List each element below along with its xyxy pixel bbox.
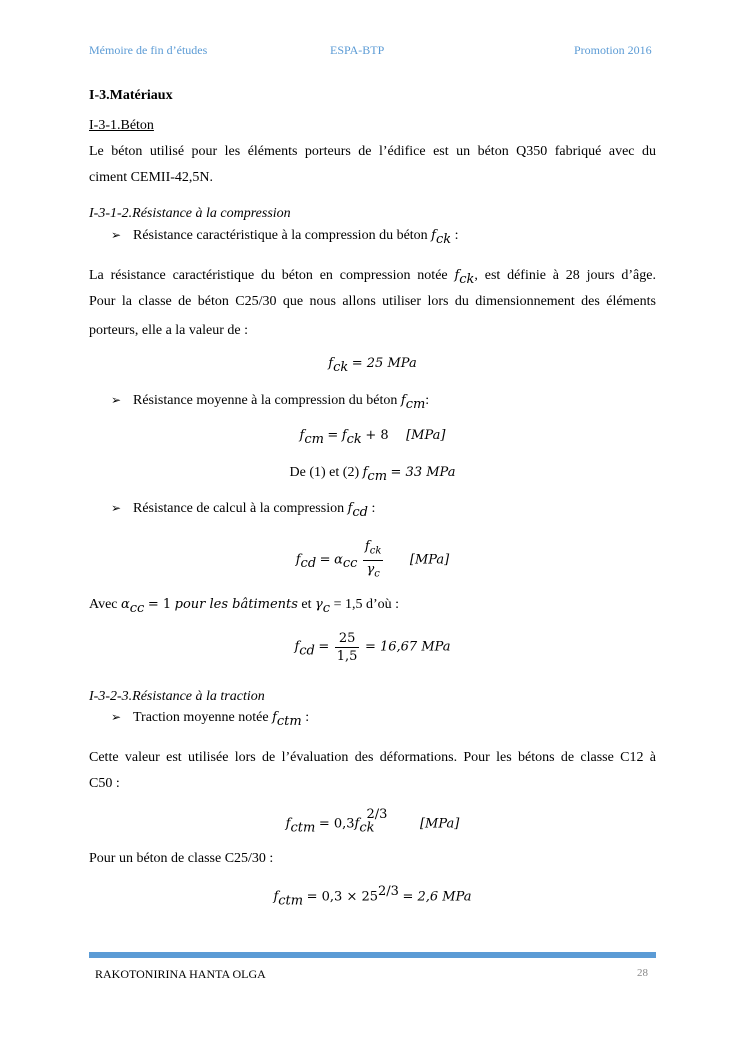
equation-fcd: $f_{cd} = \alpha_{cc}$ $\frac{f_{ck}}{\gamma_c}$ [MPa] (295, 539, 450, 580)
traction-para-line2: C50 : (89, 776, 120, 791)
header-center: ESPA-BTP (330, 43, 385, 57)
paragraph-characteristic-line3: porteurs, elle a la valeur de : (89, 323, 248, 338)
footer-author: RAKOTONIRINA HANTA OLGA (95, 967, 266, 981)
avec-mid: = 1 (147, 597, 172, 612)
equation-fcm-value: De (1) et (2) $f_{cm} = 33$ MPa (289, 465, 456, 484)
bullet-mean: ➢ Résistance moyenne à la compression du béton $f_{cm}$: (111, 393, 430, 412)
intro-line-2: ciment CEMII-42,5N. (89, 170, 214, 185)
equation-fctm-value: $f_{ctm} = 0,3 \times 25^{2/3} = 2,6$ MPa (273, 884, 472, 909)
para-text-end: , est définie à 28 jours d’âge. (474, 268, 656, 283)
header-left: Mémoire de fin d’études (89, 43, 208, 57)
avec-line: Avec $\alpha_{cc} = 1$ pour les bâtiments et $\gamma_c = 1,5$ d’où : (89, 597, 400, 616)
eq7-rhs: = 2,6 MPa (402, 889, 472, 905)
arrow-bullet-icon: ➢ (111, 228, 122, 242)
bullet-characteristic: ➢ Résistance caractéristique à la compression du béton $f_{ck}$ : (111, 228, 459, 247)
eq2-rhs: + 8 (365, 428, 389, 443)
eq6-exp: 2/3 (366, 807, 388, 822)
equation-fctm: $f_{ctm} = 0,3f_{ck}^{2/3}$ [MPa] (285, 807, 460, 836)
bullet-text: Résistance caractéristique à la compression du béton (133, 228, 428, 243)
eq6-unit: [MPa] (419, 816, 460, 832)
para-text: La résistance caractéristique du béton en compression notée (89, 268, 448, 283)
eq7-exp: 2/3 (378, 884, 399, 899)
compression-heading: I-3-1-2.Résistance à la compression (89, 206, 291, 221)
arrow-bullet-icon: ➢ (111, 393, 122, 407)
eq2-unit: [MPa] (406, 428, 446, 443)
eq1-rhs: = 25 MPa (351, 356, 417, 371)
footer-page-number: 28 (637, 967, 648, 979)
traction-heading: I-3-2-3.Résistance à la traction (89, 689, 265, 704)
arrow-bullet-icon: ➢ (111, 501, 122, 515)
eq5-num: 25 (335, 630, 360, 648)
section-title: I-3.Matériaux (89, 88, 173, 103)
avec-words: pour les bâtiments (174, 597, 298, 612)
avec-and: et (301, 597, 312, 612)
arrow-bullet-icon: ➢ (111, 710, 122, 724)
bullet-traction: ➢ Traction moyenne notée $f_{ctm}$ : (111, 710, 310, 729)
eq4-unit: [MPa] (409, 552, 450, 568)
bullet-text: Résistance moyenne à la compression du béton (133, 393, 398, 408)
symbol-f: f (454, 268, 460, 283)
symbol-f: f (431, 228, 436, 243)
eq5-den: 1,5 (336, 649, 358, 664)
intro-line-1: Le béton utilisé pour les éléments porteurs de l’édifice est un béton Q350 fabriqué avec du (89, 144, 656, 159)
eq7-mid: = 0,3 × 25 (306, 889, 379, 905)
traction-para-line1: Cette valeur est utilisée lors de l’évaluation des déformations. Pour les bétons de classe C12 à (89, 750, 656, 765)
eq6-coef: = 0,3 (318, 816, 355, 832)
footer-bar (89, 952, 656, 958)
avec-prefix: Avec (89, 597, 118, 612)
traction-para-c: Pour un béton de classe C25/30 : (89, 851, 274, 866)
eq5-rhs: = 16,67 MPa (364, 639, 451, 655)
avec-end: = 1,5 d’où : (333, 597, 400, 612)
section-subtitle: I-3-1.Béton (89, 118, 154, 133)
eq3-rhs: = 33 MPa (390, 465, 456, 480)
symbol-sub: ck (459, 271, 475, 287)
bullet-design: ➢ Résistance de calcul à la compression $f_{cd}$ : (111, 501, 376, 520)
equation-fck: $f_{ck} = 25$ MPa (328, 356, 417, 375)
eq3-prefix: De (1) et (2) (289, 465, 360, 480)
bullet-text: Résistance de calcul à la compression (133, 501, 345, 516)
equation-fcd-value: $f_{cd}$ = $\frac{25}{1,5}$ = 16,67 MPa (294, 631, 451, 664)
equation-fcm: $f_{cm} = f_{ck} + 8$ [MPa] (299, 428, 446, 447)
symbol-sub: ck (435, 231, 452, 247)
paragraph-characteristic-line2: Pour la classe de béton C25/30 que nous allons utiliser lors du dimensionnement des éléments (89, 294, 656, 309)
bullet-text: Traction moyenne notée (133, 710, 269, 725)
header-right: Promotion 2016 (574, 43, 652, 57)
